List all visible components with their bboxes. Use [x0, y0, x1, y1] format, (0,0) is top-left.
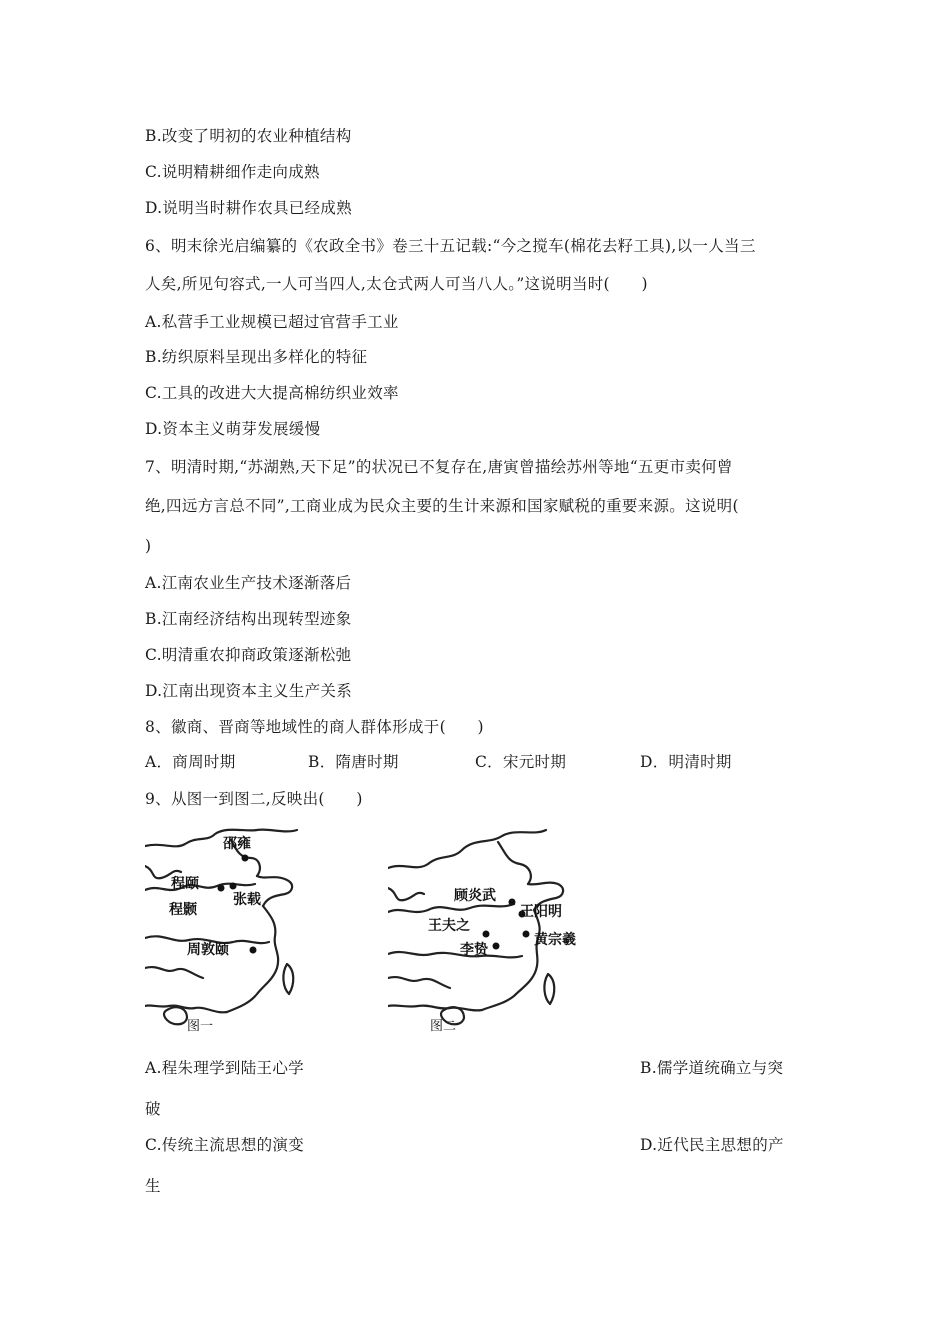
q7-option-c: C.明清重农抑商政策逐渐松弛 [145, 646, 352, 664]
q6-option-d: D.资本主义萌芽发展缓慢 [145, 420, 321, 438]
q7-option-d: D.江南出现资本主义生产关系 [145, 682, 353, 700]
q5-option-d: D.说明当时耕作农具已经成熟 [145, 199, 353, 217]
map-figure-two [388, 828, 588, 1038]
china-map-one [145, 828, 300, 1038]
q9-option-d-line1: D.近代民主思想的产 [640, 1136, 784, 1154]
map1-label-chengyi: 程颐 [171, 876, 199, 892]
map2-label-wangyangming: 王阳明 [520, 904, 562, 920]
q6-option-c: C.工具的改进大大提高棉纺织业效率 [145, 384, 399, 402]
china-map-two [388, 828, 588, 1038]
q5-option-b: B.改变了明初的农业种植结构 [145, 127, 352, 145]
q5-option-c: C.说明精耕细作走向成熟 [145, 163, 320, 181]
map1-label-chenghao: 程颢 [169, 902, 197, 918]
q8-option-d: D．明清时期 [640, 753, 732, 771]
map2-label-lizhi: 李贽 [460, 942, 488, 958]
map2-label-guyanwu: 顾炎武 [454, 888, 496, 904]
map2-caption: 图二 [430, 1019, 457, 1034]
q6-stem-line1: 6、明末徐光启编纂的《农政全书》卷三十五记载:“今之搅车(棉花去籽工具),以一人当三 [145, 237, 756, 255]
map1-label-zhoudunyi: 周敦颐 [187, 942, 229, 958]
q9-option-a: A.程朱理学到陆王心学 [145, 1059, 304, 1077]
map2-label-huangzongxi: 黄宗羲 [534, 932, 576, 948]
q8-stem: 8、徽商、晋商等地域性的商人群体形成于( ) [145, 718, 484, 736]
q6-option-a: A.私营手工业规模已超过官营手工业 [145, 313, 399, 331]
q9-option-b-line2: 破 [145, 1100, 161, 1118]
q8-option-b: B．隋唐时期 [308, 753, 399, 771]
q9-option-d-line2: 生 [145, 1177, 161, 1195]
q8-option-a: A．商周时期 [145, 753, 236, 771]
q9-option-c: C.传统主流思想的演变 [145, 1136, 305, 1154]
map1-label-shaoyong: 邵雍 [223, 836, 251, 852]
q9-option-b-line1: B.儒学道统确立与突 [640, 1059, 784, 1077]
q7-stem-line2: 绝,四远方言总不同”,工商业成为民众主要的生计来源和国家赋税的重要来源。这说明( [145, 497, 739, 515]
q6-stem-line2: 人矣,所见句容式,一人可当四人,太仓式两人可当八人。”这说明当时( ) [145, 275, 648, 293]
q7-stem-line3: ) [145, 537, 152, 555]
map1-label-zhangzai: 张载 [233, 892, 261, 908]
q7-stem-line1: 7、明清时期,“苏湖熟,天下足”的状况已不复存在,唐寅曾描绘苏州等地“五更市卖何曾 [145, 458, 733, 476]
q8-option-c: C．宋元时期 [475, 753, 567, 771]
map1-caption: 图一 [187, 1019, 214, 1034]
map2-label-wangfuzhi: 王夫之 [428, 918, 470, 934]
q7-option-b: B.江南经济结构出现转型迹象 [145, 610, 352, 628]
q7-option-a: A.江南农业生产技术逐渐落后 [145, 574, 352, 592]
map-figure-one [145, 828, 300, 1038]
q9-stem: 9、从图一到图二,反映出( ) [145, 790, 363, 808]
q6-option-b: B.纺织原料呈现出多样化的特征 [145, 348, 368, 366]
